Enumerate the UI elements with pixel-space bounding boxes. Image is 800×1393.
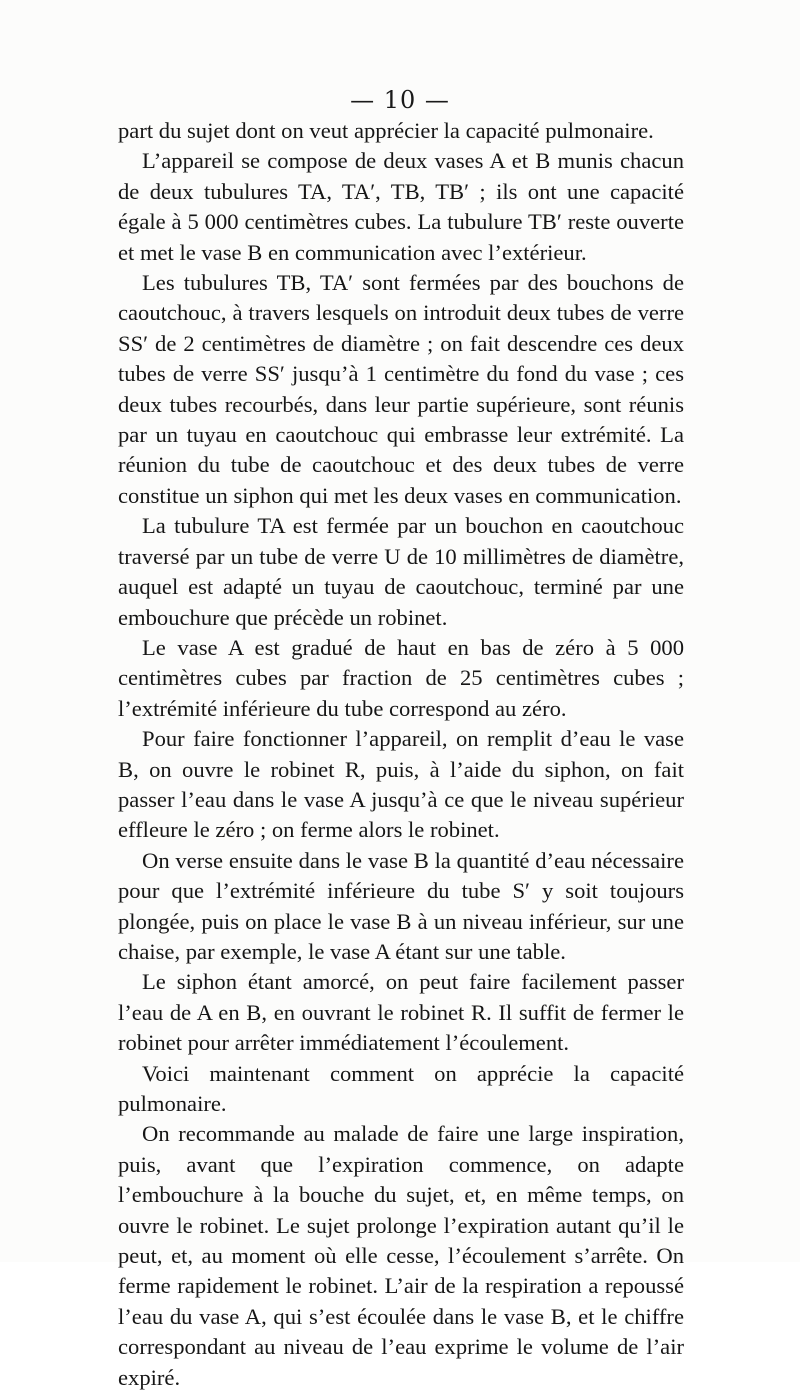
paragraph: part du sujet dont on veut apprécier la capacité pulmonaire. [118,118,654,143]
body-text [118,116,684,1393]
paragraph: Les tubulures TB, TA′ sont fermées par des bouchons de caoutchouc, à travers lesquels on introduit deux tubes de verre SS′ de 2 centimètres de diamètre ; on fait descendre ces deux tubes de verre SS′ jusqu’à 1 centimètre du fond du vase ; ces deux tubes recourbés, dans leur partie supérieure, sont réunis par un tuyau en caoutchouc qui embrasse leur extrémité. La réunion du tube de caoutchouc et des deux tubes de verre constitue un siphon qui met les deux vases en communication. [118,270,684,508]
paragraph: Le siphon étant amorcé, on peut faire facilement passer l’eau de A en B, en ouvrant le robinet R. Il suffit de fermer le robinet pour arrêter immédiatement l’écoulement. [118,969,684,1056]
paragraph: On recommande au malade de faire une large inspiration, puis, avant que l’expiration commence, on adapte l’embouchure à la bouche du sujet, et, en même temps, on ouvre le robinet. Le sujet prolonge l’expiration autant qu’il le peut, et, au moment où elle cesse, l’écoulement s’arrête. On ferme rapidement le robinet. L’air de la respiration a repoussé l’eau du vase A, qui s’est écoulée dans le vase B, et le chiffre correspondant au niveau de l’eau exprime le volume de l’air expiré. [118,1121,684,1390]
paragraph: La tubulure TA est fermée par un bouchon en caoutchouc traversé par un tube de verre U de 10 millimètres de diamètre, auquel est adapté un tuyau de caoutchouc, terminé par une embouchure que précède un robinet. [118,513,684,630]
paragraph: Pour faire fonctionner l’appareil, on remplit d’eau le vase B, on ouvre le robinet R, puis, à l’aide du siphon, on fait passer l’eau dans le vase A jusqu’à ce que le niveau supérieur effleure le zéro ; on ferme alors le robinet. [118,726,684,843]
page-number: — 10 — [350,86,450,114]
paragraph: Le vase A est gradué de haut en bas de zéro à 5 000 centimètres cubes par fraction de 25 centimètres cubes ; l’extrémité inférieure du tube correspond au zéro. [118,634,684,721]
paragraph: On verse ensuite dans le vase B la quantité d’eau nécessaire pour que l’extrémité inférieure du tube S′ y soit toujours plongée, puis on place le vase B à un niveau inférieur, sur une chaise, par exemple, le vase A étant sur une table. [118,847,684,964]
paragraph: Voici maintenant comment on apprécie la capacité pulmonaire. [118,1060,684,1116]
paragraph: L’appareil se compose de deux vases A et B munis chacun de deux tubulures TA, TA′, TB, TB′ ; ils ont une capacité égale à 5 000 centimètres cubes. La tubulure TB′ reste ouverte et met le vase B en communication avec l’extérieur. [118,148,684,265]
